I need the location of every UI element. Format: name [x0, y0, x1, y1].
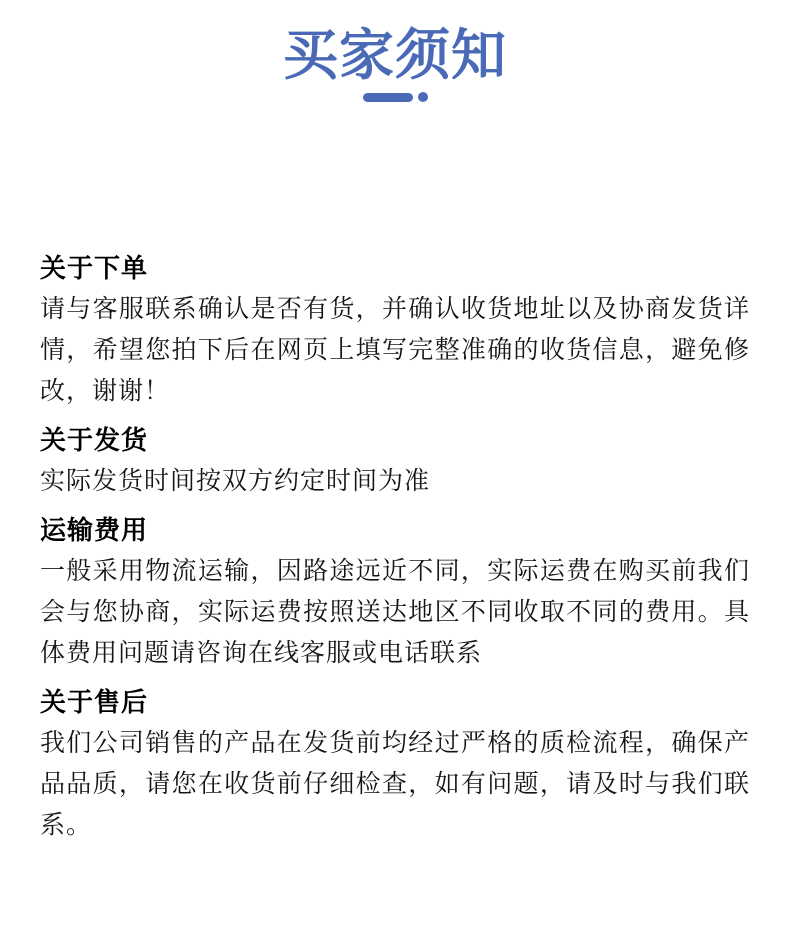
page-header — [0, 0, 790, 102]
divider-dot-icon — [418, 92, 428, 102]
section-heading-freight: 运输费用 — [40, 515, 149, 545]
section-body-aftersales: 我们公司销售的产品在发货前均经过严格的质检流程，确保产品品质，请您在收货前仔细检查，如有问题，请及时与我们联系。 — [40, 729, 750, 839]
divider-bar-icon — [363, 93, 413, 102]
section-freight — [40, 510, 750, 674]
section-heading-aftersales: 关于售后 — [40, 687, 149, 717]
notice-content — [0, 102, 790, 846]
title-divider — [0, 92, 790, 102]
section-body-freight: 一般采用物流运输，因路途远近不同，实际运费在购买前我们会与您协商，实际运费按照送达地区不同收取不同的费用。具体费用问题请咨询在线客服或电话联系 — [40, 557, 750, 667]
section-body-ordering: 请与客服联系确认是否有货，并确认收货地址以及协商发货详情，希望您拍下后在网页上填写完整准确的收货信息，避免修改，谢谢！ — [40, 295, 750, 405]
section-body-shipping: 实际发货时间按双方约定时间为准 — [40, 467, 431, 495]
section-heading-shipping: 关于发货 — [40, 425, 149, 455]
section-ordering — [40, 248, 750, 412]
page-title: 买家须知 — [282, 24, 507, 86]
section-aftersales — [40, 682, 750, 846]
section-shipping — [40, 420, 750, 502]
section-heading-ordering: 关于下单 — [40, 253, 149, 283]
